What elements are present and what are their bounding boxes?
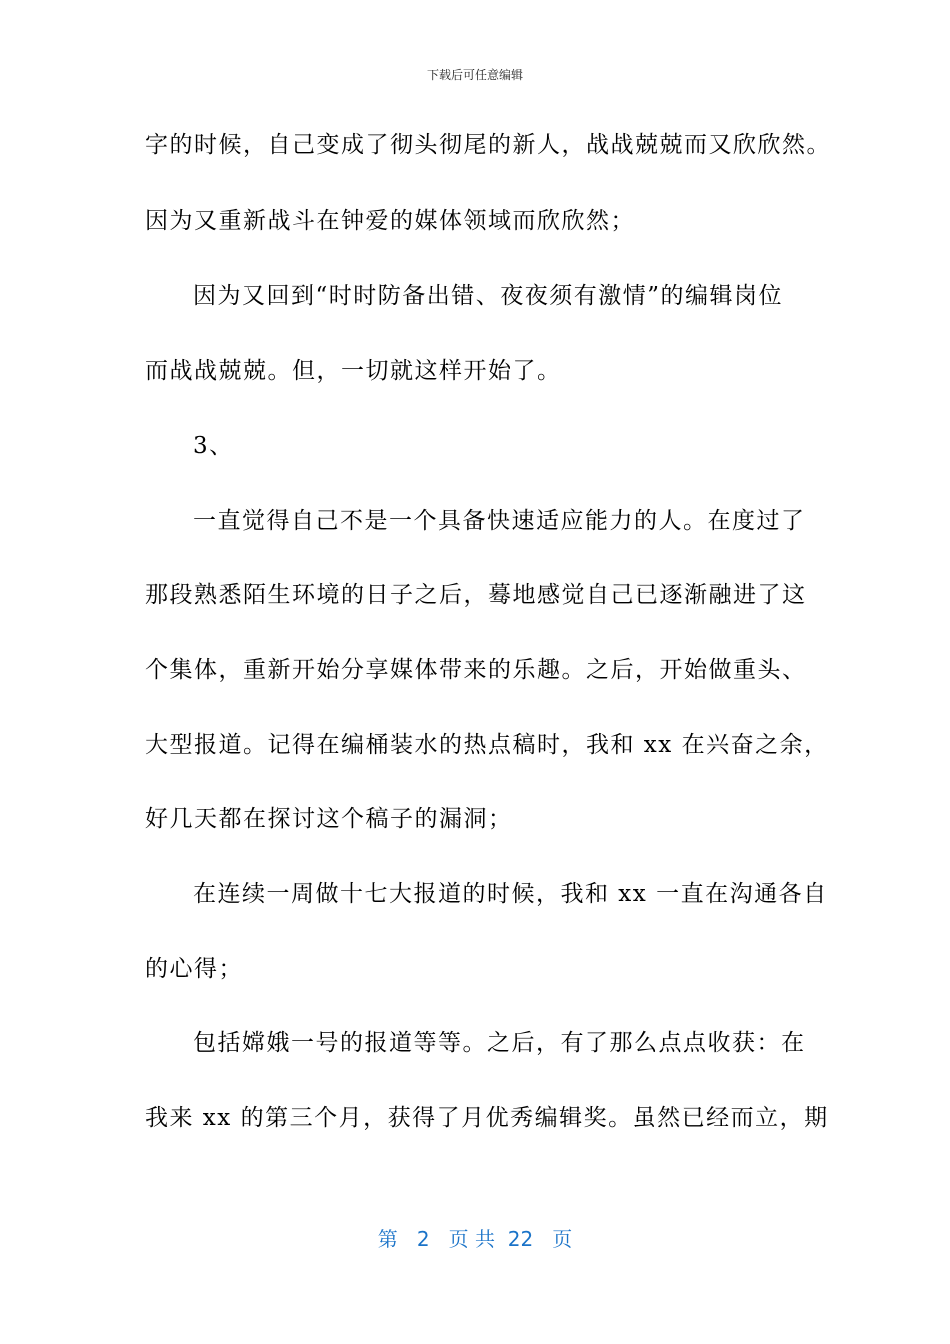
text-line: 我来 xx 的第三个月，获得了月优秀编辑奖。虽然已经而立，期	[145, 1105, 829, 1131]
text-line: 3、	[193, 433, 234, 459]
text-line: 因为又重新战斗在钟爱的媒体领域而欣欣然；	[145, 208, 635, 234]
text-line: 的心得；	[145, 956, 243, 982]
text-line: 字的时候，自己变成了彻头彻尾的新人，战战兢兢而又欣欣然。	[145, 132, 831, 158]
text-line: 而战战兢兢。但，一切就这样开始了。	[145, 358, 562, 384]
footer-total-pages: 22	[507, 1227, 534, 1251]
text-line: 包括嫦娥一号的报道等等。之后，有了那么点点收获：在	[193, 1030, 806, 1056]
text-line: 在连续一周做十七大报道的时候，我和 xx 一直在沟通各自	[193, 881, 828, 907]
page-footer	[0, 1226, 950, 1252]
footer-prefix: 第	[377, 1227, 398, 1251]
footer-suffix: 页	[552, 1227, 573, 1251]
text-line: 大型报道。记得在编桶装水的热点稿时，我和 xx 在兴奋之余，	[145, 732, 829, 758]
text-line: 一直觉得自己不是一个具备快速适应能力的人。在度过了	[193, 508, 806, 534]
footer-page-number: 2	[416, 1227, 430, 1251]
text-line: 因为又回到“时时防备出错、夜夜须有激情”的编辑岗位	[193, 283, 784, 309]
text-line: 好几天都在探讨这个稿子的漏洞；	[145, 806, 513, 832]
footer-middle: 页 共	[448, 1227, 495, 1251]
text-line: 个集体，重新开始分享媒体带来的乐趣。之后，开始做重头、	[145, 657, 807, 683]
text-line: 那段熟悉陌生环境的日子之后，蓦地感觉自己已逐渐融进了这	[145, 582, 807, 608]
header-note: 下载后可任意编辑	[426, 68, 523, 82]
